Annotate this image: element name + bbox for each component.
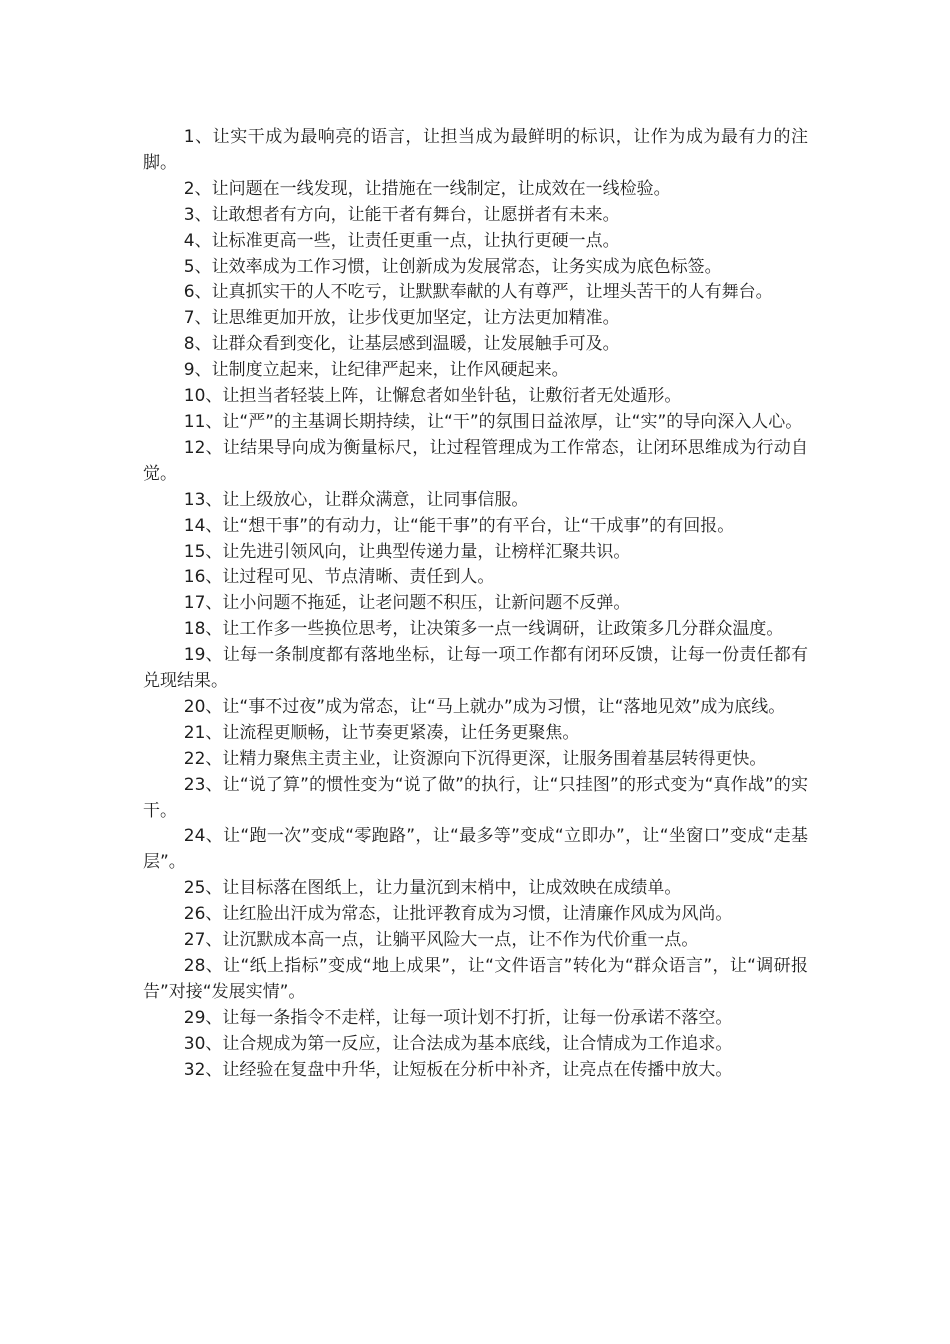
list-item: 26、让红脸出汗成为常态，让批评教育成为习惯，让清廉作风成为风尚。 [183, 904, 733, 925]
list-item: 23、让“说了算”的惯性变为“说了做”的执行，让“只挂图”的形式变为“真作战”的实干。 [143, 774, 808, 821]
list-item: 27、让沉默成本高一点，让躺平风险大一点，让不作为代价重一点。 [183, 930, 699, 951]
list-item: 29、让每一条指令不走样，让每一项计划不打折，让每一份承诺不落空。 [183, 1007, 733, 1028]
list-item: 2、让问题在一线发现，让措施在一线制定，让成效在一线检验。 [183, 178, 671, 199]
list-item: 15、让先进引领风向，让典型传递力量，让榜样汇聚共识。 [183, 541, 631, 562]
list-item: 24、让“跑一次”变成“零跑路”，让“最多等”变成“立即办”，让“坐窗口”变成“走基层”。 [143, 826, 808, 873]
list-item: 30、让合规成为第一反应，让合法成为基本底线，让合情成为工作追求。 [183, 1033, 733, 1054]
list-item: 14、让“想干事”的有动力，让“能干事”的有平台，让“干成事”的有回报。 [183, 515, 735, 536]
list-item: 4、让标准更高一些，让责任更重一点，让执行更硬一点。 [183, 230, 620, 251]
list-item: 21、让流程更顺畅，让节奏更紧凑，让任务更聚焦。 [183, 722, 580, 743]
list-item: 8、让群众看到变化，让基层感到温暖，让发展触手可及。 [183, 334, 620, 355]
list-item: 13、让上级放心，让群众满意，让同事信服。 [183, 489, 529, 510]
list-item: 10、让担当者轻装上阵，让懈怠者如坐针毡，让敷衍者无处遁形。 [183, 386, 682, 407]
list-item: 11、让“严”的主基调长期持续，让“干”的氛围日益浓厚，让“实”的导向深入人心。 [183, 411, 803, 432]
list-item: 22、让精力聚焦主责主业，让资源向下沉得更深，让服务围着基层转得更快。 [183, 748, 767, 769]
list-item: 7、让思维更加开放，让步伐更加坚定，让方法更加精准。 [183, 308, 620, 329]
list-item: 6、让真抓实干的人不吃亏，让默默奉献的人有尊严，让埋头苦干的人有舞台。 [183, 282, 773, 303]
document-body [143, 125, 808, 1084]
list-item: 20、让“事不过夜”成为常态，让“马上就办”成为习惯，让“落地见效”成为底线。 [183, 696, 786, 717]
list-item: 16、让过程可见、节点清晰、责任到人。 [183, 567, 495, 588]
list-item: 28、让“纸上指标”变成“地上成果”，让“文件语言”转化为“群众语言”，让“调研报告”对接“发展实情”。 [143, 956, 808, 1002]
list-item: 12、让结果导向成为衡量标尺，让过程管理成为工作常态，让闭环思维成为行动自觉。 [143, 437, 808, 484]
list-item: 18、让工作多一些换位思考，让决策多一点一线调研，让政策多几分群众温度。 [183, 619, 784, 640]
list-item: 17、让小问题不拖延，让老问题不积压，让新问题不反弹。 [183, 593, 631, 614]
list-item: 25、让目标落在图纸上，让力量沉到末梢中，让成效映在成绩单。 [183, 878, 682, 899]
list-item: 5、让效率成为工作习惯，让创新成为发展常态，让务实成为底色标签。 [183, 256, 722, 277]
list-item: 3、让敢想者有方向，让能干者有舞台，让愿拼者有未来。 [183, 204, 620, 225]
list-item: 19、让每一条制度都有落地坐标，让每一项工作都有闭环反馈，让每一份责任都有兑现结果。 [143, 645, 808, 692]
list-item: 32、让经验在复盘中升华，让短板在分析中补齐，让亮点在传播中放大。 [183, 1059, 733, 1080]
list-item: 1、让实干成为最响亮的语言，让担当成为最鲜明的标识，让作为成为最有力的注脚。 [143, 127, 808, 173]
list-item: 9、让制度立起来，让纪律严起来，让作风硬起来。 [183, 360, 569, 381]
